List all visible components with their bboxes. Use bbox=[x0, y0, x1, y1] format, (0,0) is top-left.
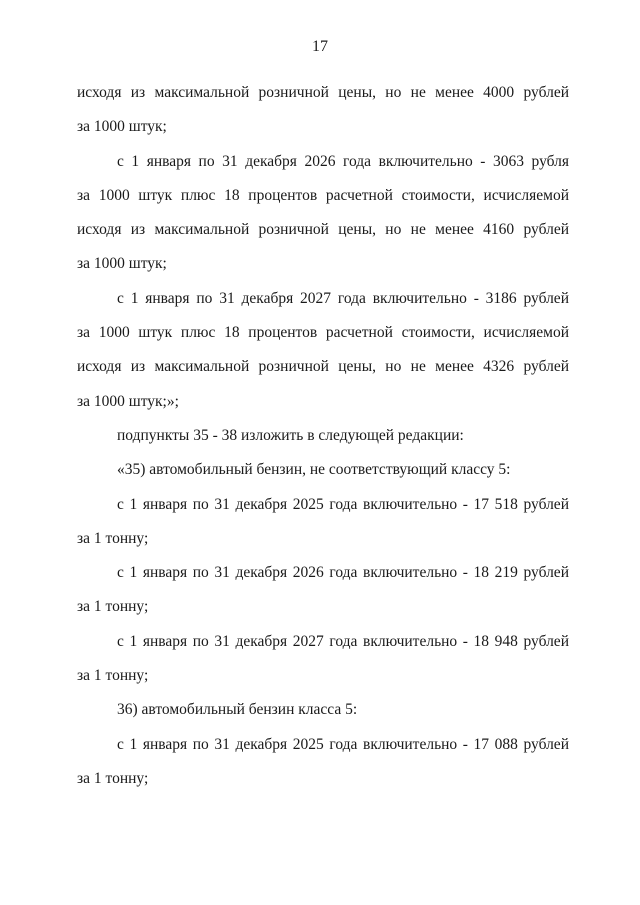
text-line: с 1 января по 31 декабря 2026 года включительно - 3063 рубля bbox=[117, 152, 569, 170]
text-line: за 1 тонну; bbox=[77, 667, 149, 685]
text-line: за 1000 штук плюс 18 процентов расчетной стоимости, исчисляемой bbox=[77, 324, 569, 342]
text-line: с 1 января по 31 декабря 2025 года включительно - 17 088 рублей bbox=[117, 735, 569, 753]
text-line: исходя из максимальной розничной цены, но не менее 4326 рублей bbox=[77, 358, 569, 376]
text-line: исходя из максимальной розничной цены, но не менее 4000 рублей bbox=[77, 84, 569, 101]
text-line: с 1 января по 31 декабря 2026 года включительно - 18 219 рублей bbox=[117, 564, 569, 582]
text-line: с 1 января по 31 декабря 2027 года включительно - 18 948 рублей bbox=[117, 632, 569, 650]
text-line: за 1 тонну; bbox=[77, 598, 149, 616]
document-body bbox=[77, 76, 569, 796]
text-line: 36) автомобильный бензин класса 5: bbox=[117, 701, 358, 719]
text-line: исходя из максимальной розничной цены, но не менее 4160 рублей bbox=[77, 221, 569, 239]
text-line: за 1000 штук;»; bbox=[77, 392, 179, 410]
page-number: 17 bbox=[312, 38, 328, 55]
text-line: за 1000 штук; bbox=[77, 118, 167, 136]
text-line: за 1000 штук плюс 18 процентов расчетной стоимости, исчисляемой bbox=[77, 186, 569, 204]
text-line: с 1 января по 31 декабря 2027 года включительно - 3186 рублей bbox=[117, 289, 569, 307]
text-line: подпункты 35 - 38 изложить в следующей редакции: bbox=[117, 426, 464, 444]
text-line: за 1000 штук; bbox=[77, 255, 167, 273]
text-line: за 1 тонну; bbox=[77, 529, 149, 547]
text-line: с 1 января по 31 декабря 2025 года включительно - 17 518 рублей bbox=[117, 495, 569, 513]
text-line: «35) автомобильный бензин, не соответствующий классу 5: bbox=[117, 461, 511, 479]
text-line: за 1 тонну; bbox=[77, 769, 149, 787]
